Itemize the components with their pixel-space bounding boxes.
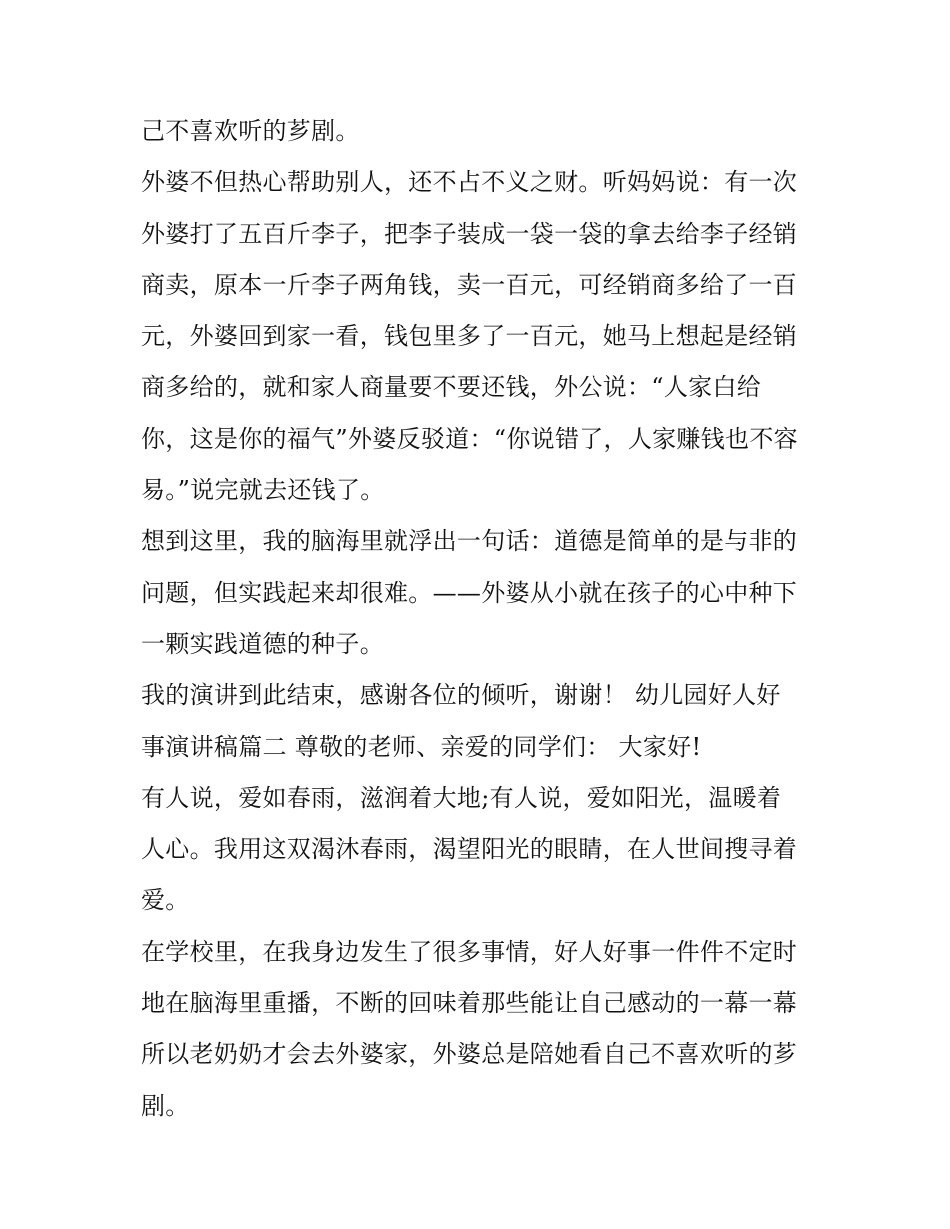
text-line: 我的演讲到此结束，感谢各位的倾听，谢谢！ 幼儿园好人好 bbox=[141, 681, 781, 710]
text-line: 一颗实践道德的种子。 bbox=[141, 629, 384, 658]
text-line: 易。”说完就去还钱了。 bbox=[141, 476, 385, 505]
text-line: 地在脑海里重播，不断的回味着那些能让自己感动的一幕一幕 bbox=[141, 989, 798, 1018]
document-body bbox=[141, 106, 821, 1132]
text-line: 己不喜欢听的芗剧。 bbox=[141, 117, 360, 145]
text-line: 外婆打了五百斤李子，把李子装成一袋一袋的拿去给李子经销 bbox=[141, 219, 798, 248]
text-line: 问题，但实践起来却很难。——外婆从小就在孩子的心中种下 bbox=[141, 578, 798, 607]
text-line: 爱。 bbox=[141, 886, 190, 915]
text-line: 商卖，原本一斤李子两角钱，卖一百元，可经销商多给了一百 bbox=[141, 270, 798, 299]
text-line: 剧。 bbox=[141, 1091, 190, 1120]
text-line: 元，外婆回到家一看，钱包里多了一百元，她马上想起是经销 bbox=[141, 322, 798, 351]
text-line: 有人说，爱如春雨，滋润着大地;有人说，爱如阳光，温暖着 bbox=[141, 783, 782, 812]
text-line: 外婆不但热心帮助别人，还不占不义之财。听妈妈说：有一次 bbox=[141, 168, 798, 197]
text-line: 所以老奶奶才会去外婆家，外婆总是陪她看自己不喜欢听的芗 bbox=[141, 1040, 798, 1069]
text-line: 想到这里，我的脑海里就浮出一句话：道德是简单的是与非的 bbox=[141, 527, 798, 556]
text-line: 商多给的，就和家人商量要不要还钱，外公说：“人家白给 bbox=[141, 373, 762, 402]
text-line: 人心。我用这双渴沐春雨，渴望阳光的眼睛，在人世间搜寻着 bbox=[141, 835, 798, 864]
text-line: 事演讲稿篇二 尊敬的老师、亲爱的同学们： 大家好! bbox=[141, 732, 702, 761]
text-line: 你，这是你的福气”外婆反驳道：“你说错了，人家赚钱也不容 bbox=[141, 424, 798, 453]
text-line: 在学校里，在我身边发生了很多事情，好人好事一件件不定时 bbox=[141, 937, 798, 966]
